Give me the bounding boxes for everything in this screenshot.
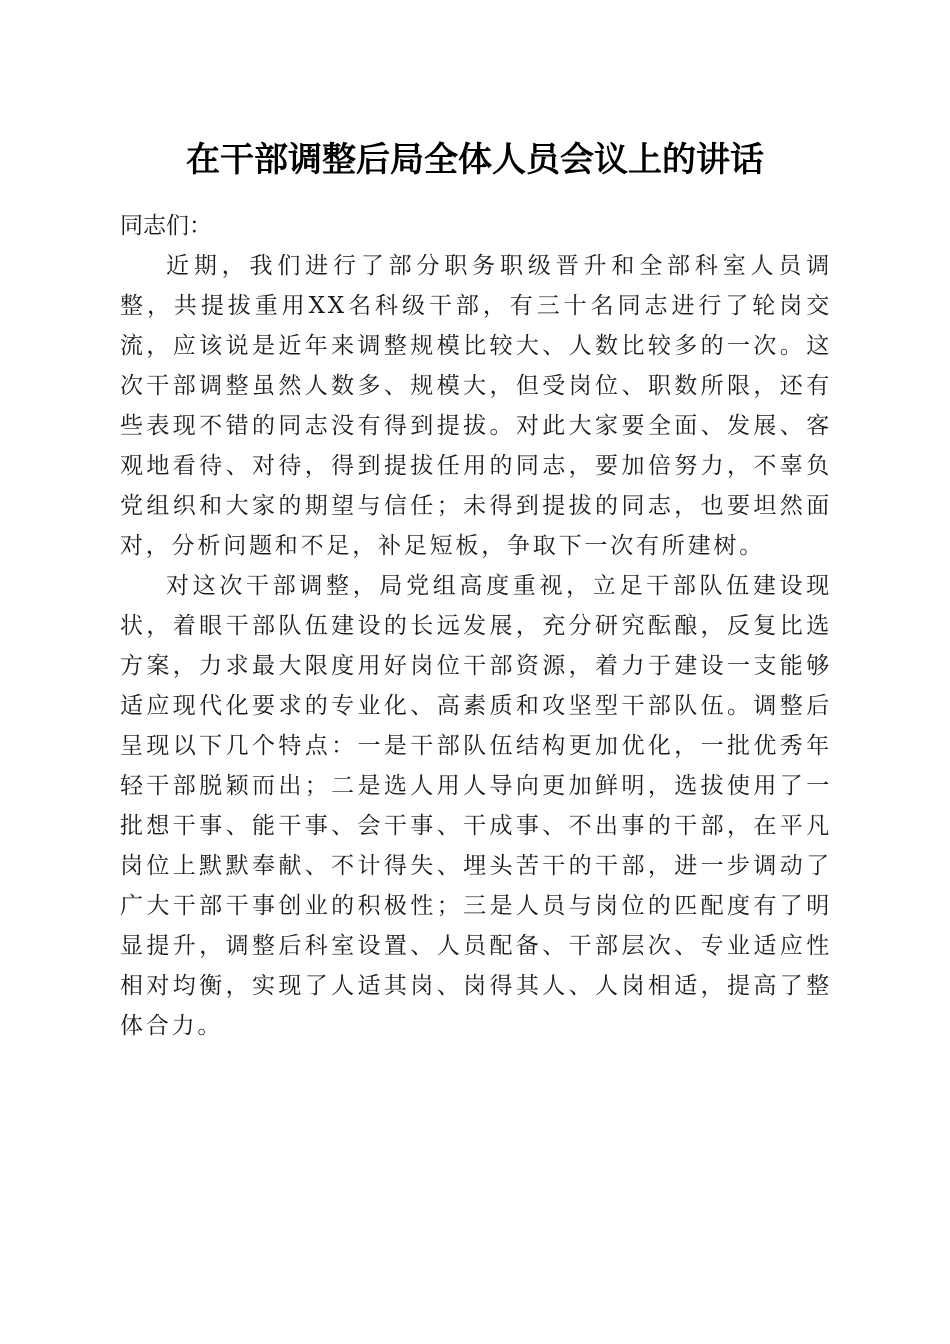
document-body — [120, 206, 832, 1046]
paragraph-1: 近期，我们进行了部分职务职级晋升和全部科室人员调整，共提拔重用XX名科级干部，有三十名同志进行了轮岗交流，应该说是近年来调整规模比较大、人数比较多的一次。这次干部调整虽然人数多、规模大，但受岗位、职数所限，还有些表现不错的同志没有得到提拔。对此大家要全面、发展、客观地看待、对待，得到提拔任用的同志，要加倍努力，不辜负党组织和大家的期望与信任；未得到提拔的同志，也要坦然面对，分析问题和不足，补足短板，争取下一次有所建树。 — [120, 253, 832, 559]
salutation: 同志们： — [120, 213, 212, 239]
paragraph-2: 对这次干部调整，局党组高度重视，立足干部队伍建设现状，着眼干部队伍建设的长远发展，充分研究酝酿，反复比选方案，力求最大限度用好岗位干部资源，着力于建设一支能够适应现代化要求的专业化、高素质和攻坚型干部队伍。调整后呈现以下几个特点：一是干部队伍结构更加优化，一批优秀年轻干部脱颖而出；二是选人用人导向更加鲜明，选拔使用了一批想干事、能干事、会干事、干成事、不出事的干部，在平凡岗位上默默奉献、不计得失、埋头苦干的干部，进一步调动了广大干部干事创业的积极性；三是人员与岗位的匹配度有了明显提升，调整后科室设置、人员配备、干部层次、专业适应性相对均衡，实现了人适其岗、岗得其人、人岗相适，提高了整体合力。 — [120, 573, 832, 1039]
document-title: 在干部调整后局全体人员会议上的讲话 — [186, 140, 764, 180]
